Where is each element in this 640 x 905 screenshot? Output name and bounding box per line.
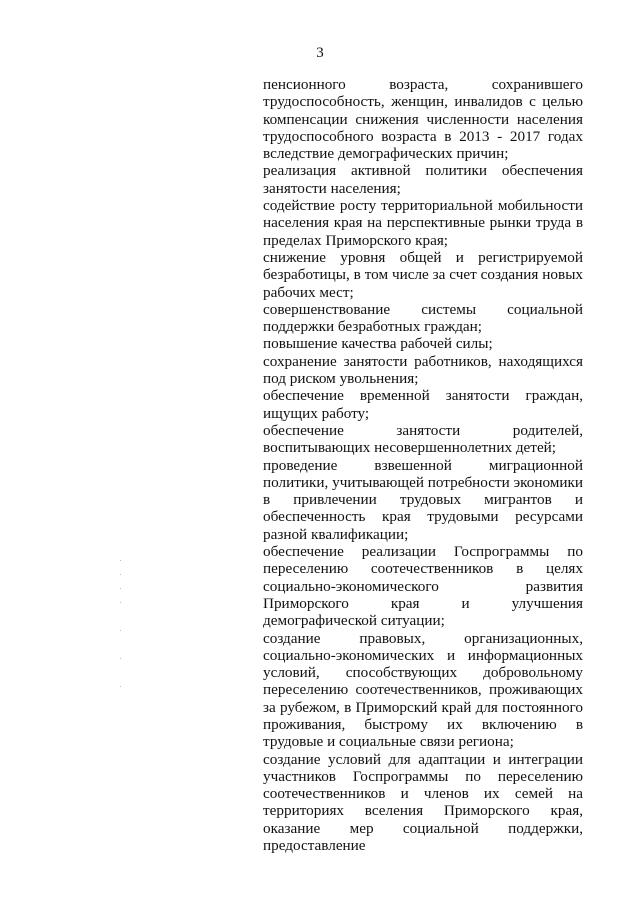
paragraph: проведение взвешенной миграционной политики, учитывающей потребности экономики в привлечении трудовых мигрантов и обеспеченность края трудовыми ресурсами разной квалификации;	[263, 456, 583, 543]
paragraph: обеспечение реализации Госпрограммы по переселению соотечественников в целях социально-экономического развития Приморского края и улучшения демографической ситуации;	[263, 543, 583, 630]
scan-dot	[120, 560, 121, 561]
scan-dot	[120, 630, 121, 631]
paragraph: пенсионного возраста, сохранившего трудоспособность, женщин, инвалидов с целью компенсации снижения численности населения трудоспособного возраста в 2013 - 2017 годах вследствие демографических причин;	[263, 76, 583, 163]
document-body	[263, 76, 583, 854]
paragraph: обеспечение занятости родителей, воспитывающих несовершеннолетних детей;	[263, 421, 583, 457]
scan-dot	[120, 574, 121, 575]
scan-dot	[120, 602, 121, 603]
paragraph: повышение качества рабочей силы;	[263, 335, 493, 353]
paragraph: совершенствование системы социальной поддержки безработных граждан;	[263, 300, 583, 336]
paragraph: реализация активной политики обеспечения занятости населения;	[263, 162, 583, 197]
paragraph: обеспечение временной занятости граждан, ищущих работу;	[263, 387, 583, 422]
paragraph: создание правовых, организационных, социально-экономических и информационных условий, способствующих добровольному переселению соотечественников, проживающих за рубежом, в Приморский край для постоянного проживания, быстрому их включению в трудовые и социальные связи региона;	[263, 629, 583, 751]
paragraph: сохранение занятости работников, находящихся под риском увольнения;	[263, 352, 583, 388]
scan-marks	[120, 560, 122, 700]
paragraph: снижение уровня общей и регистрируемой безработицы, в том числе за счет создания новых рабочих мест;	[263, 248, 583, 301]
scan-dot	[120, 588, 121, 589]
paragraph: создание условий для адаптации и интеграции участников Госпрограммы по переселению соотечественников и членов их семей на территориях вселения Приморского края, оказание мер социальной поддержки, предоставление	[263, 750, 583, 855]
paragraph: содействие росту территориальной мобильности населения края на перспективные рынки труда в пределах Приморского края;	[263, 197, 583, 249]
scan-dot	[120, 686, 121, 687]
page-number: 3	[316, 45, 324, 61]
scan-dot	[120, 658, 121, 659]
